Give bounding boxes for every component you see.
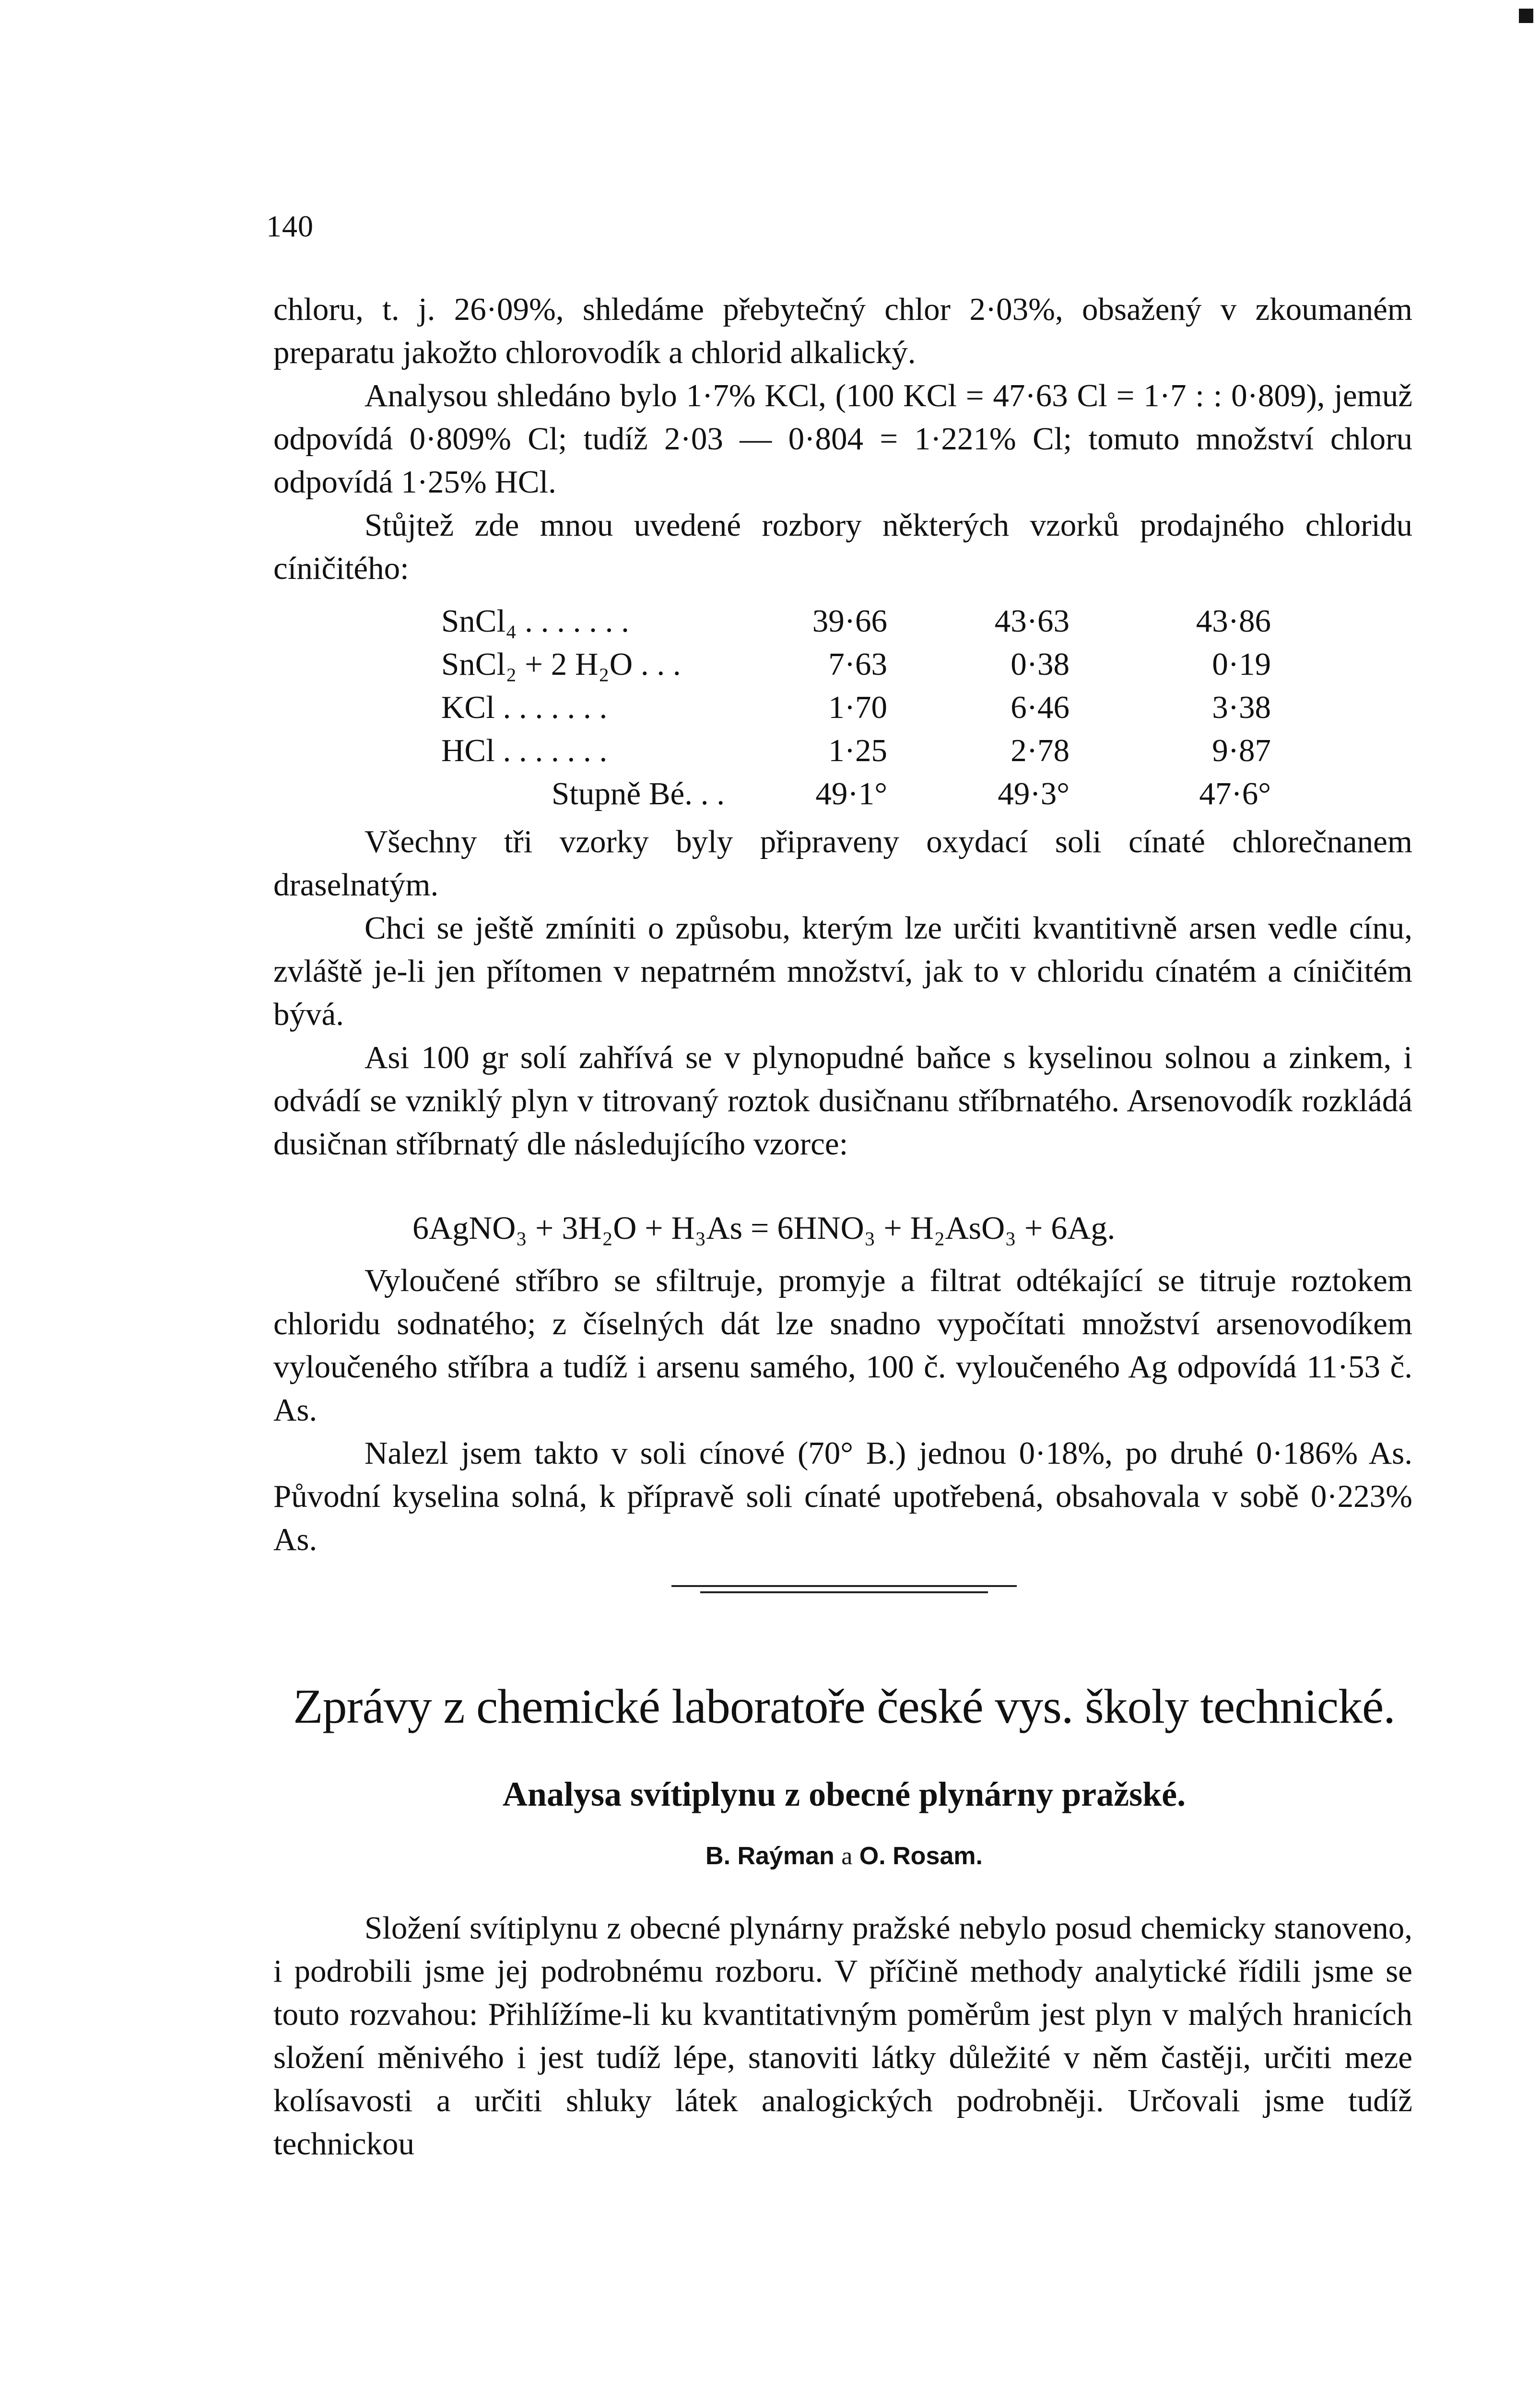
authors-line <box>278 1842 1410 1870</box>
row-label: SnCl₄ . . . . . . . <box>441 603 629 639</box>
paragraph: Všechny tři vzorky byly připraveny oxydací soli cínaté chlorečnanem draselnatým. <box>273 824 1412 903</box>
paragraph: Asi 100 gr solí zahřívá se v plynopudné baňce s kyselinou solnou a zinkem, i odvádí se vzniklý plyn v titrovaný roztok dusičnanu stříbrnatého. Arsenovodík rozkládá dusičnan stříbrnatý dle následujícího vzorce: <box>273 1040 1412 1162</box>
cell-value: 3·38 <box>1212 690 1271 725</box>
scan-corner-mark <box>1519 9 1533 23</box>
author-conjunction: a <box>841 1843 853 1870</box>
chemical-equation: 6AgNO₃ + 3H₂O + H₃As = 6HNO₃ + H₂AsO₃ + 6Ag. <box>412 1210 1116 1246</box>
table-row <box>441 686 1328 729</box>
cell-value: 49·3° <box>998 776 1070 811</box>
table-row-stupne <box>441 772 1328 815</box>
row-label: HCl . . . . . . . <box>441 733 608 768</box>
cell-value: 43·63 <box>994 603 1070 639</box>
author: O. Rosam. <box>859 1842 983 1870</box>
text-block-middle <box>273 820 1412 1165</box>
paragraph: Složení svítiplynu z obecné plynárny pražské nebylo posud chemicky stanoveno, i podrobili jsme jej podrobnému rozboru. V příčině methody analytické řídili jsme se touto rozvahou: Přihlížíme-li ku kvantitativným poměrům jest plyn v malých hranicích složení měnivého i jest tudíž lépe, stanoviti látky důležité v něm častěji, určiti meze kolísavosti a určiti shluky látek analogických podrobněji. Určovali jsme tudíž technickou <box>273 1910 1412 2162</box>
row-label: SnCl₂ + 2 H₂O . . . <box>441 647 681 682</box>
paragraph: Stůjtež zde mnou uvedené rozbory některých vzorků prodajného chloridu cíničitého: <box>273 507 1412 586</box>
article-title: Analysa svítiplynu z obecné plynárny pražské. <box>502 1775 1186 1813</box>
cell-value: 39·66 <box>812 603 887 639</box>
section-heading: Zprávy z chemické laboratoře české vys. školy technické. <box>293 1680 1395 1734</box>
page-number: 140 <box>266 209 314 243</box>
divider-rule <box>671 1585 1017 1587</box>
cell-value: 0·38 <box>1011 647 1070 682</box>
paragraph: Nalezl jsem takto v soli cínové (70° B.) jednou 0·18%, po druhé 0·186% As. Původní kyselina solná, k přípravě soli cínaté upotřebená, obsahovala v sobě 0·223% As. <box>273 1435 1412 1557</box>
cell-value: 49·1° <box>815 776 887 811</box>
author: B. Raýman <box>705 1842 835 1870</box>
cell-value: 7·63 <box>828 647 887 682</box>
table-row <box>441 643 1328 686</box>
divider-rule <box>700 1591 988 1593</box>
cell-value: 6·46 <box>1011 690 1070 725</box>
cell-value: 0·19 <box>1212 647 1271 682</box>
cell-value: 43·86 <box>1196 603 1271 639</box>
paragraph: Vyloučené stříbro se sfiltruje, promyje a filtrat odtékající se titruje roztokem chloridu sodnatého; z číselných dát lze snadno vypočítati množství arsenovodíkem vyloučeného stříbra a tudíž i arsenu samého, 100 č. vyloučeného Ag odpovídá 11·53 č. As. <box>273 1263 1412 1428</box>
cell-value: 47·6° <box>1199 776 1271 811</box>
paragraph: chloru, t. j. 26·09%, shledáme přebytečný chlor 2·03%, obsažený v zkoumaném preparatu jakožto chlorovodík a chlorid alkalický. <box>273 292 1412 370</box>
cell-value: 1·25 <box>828 733 887 768</box>
analysis-table <box>441 600 1328 815</box>
table-row <box>441 729 1328 772</box>
cell-value: 2·78 <box>1011 733 1070 768</box>
text-block-top <box>273 288 1412 590</box>
cell-value: 9·87 <box>1212 733 1271 768</box>
paragraph: Analysou shledáno bylo 1·7% KCl, (100 KCl = 47·63 Cl = 1·7 : : 0·809), jemuž odpovídá 0·809% Cl; tudíž 2·03 — 0·804 = 1·221% Cl; tomuto množství chloru odpovídá 1·25% HCl. <box>273 378 1412 500</box>
text-block-lower <box>273 1259 1412 1561</box>
row-label: KCl . . . . . . . <box>441 690 608 725</box>
text-block-article <box>273 1906 1412 2165</box>
table-row <box>441 600 1328 643</box>
row-label: Stupně Bé. . . <box>552 776 725 811</box>
cell-value: 1·70 <box>828 690 887 725</box>
paragraph: Chci se ještě zmíniti o způsobu, kterým lze určiti kvantitivně arsen vedle cínu, zvláště je-li jen přítomen v nepatrném množství, jak to v chloridu cínatém a cíničitém bývá. <box>273 910 1412 1032</box>
